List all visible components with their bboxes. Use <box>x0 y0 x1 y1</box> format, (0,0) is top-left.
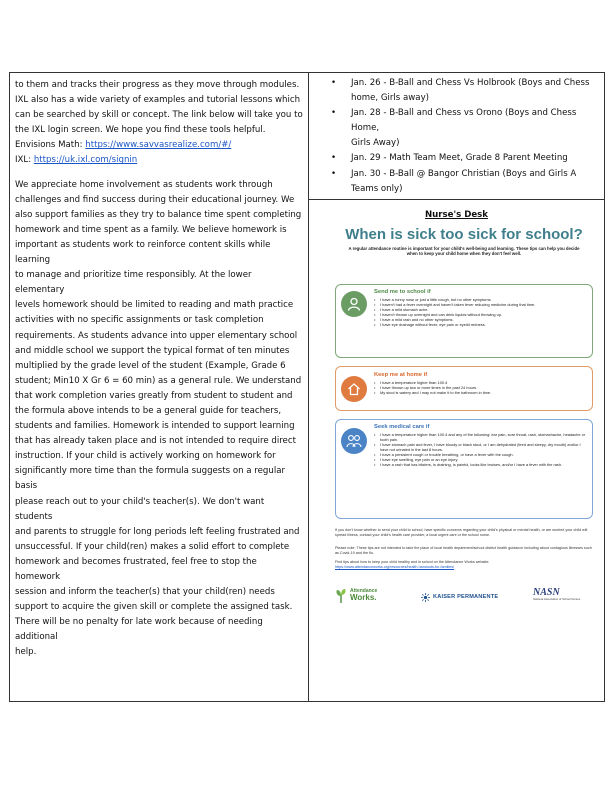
text-line: IXL also has a wide variety of examples and tutorial lessons which <box>15 95 301 106</box>
send-to-school-panel <box>335 284 593 358</box>
text-line: instruction. If your child is actively working on homework for <box>15 451 276 462</box>
house-icon <box>341 376 367 402</box>
text-line: help. <box>15 647 37 658</box>
text-line: student; Min10 X Gr 6 = 60 min) as a general rule. We understand <box>15 375 302 386</box>
panel-body <box>374 289 588 328</box>
panel-title: Keep me at home if <box>374 371 428 378</box>
panel-item: • I have a mild stomach ache. <box>374 307 588 312</box>
panel-item: • I haven't had a fever overnight and haven't taken fever reducing medicine during that time. <box>374 302 588 307</box>
panel-item: • I have a rash that has blisters, is draining, is painful, looks like bruises, and/or I have a fever with the rash. <box>374 462 588 467</box>
envisions-label: Envisions Math: <box>15 140 86 151</box>
text-line: to manage and prioritize time responsibly. At the lower elementary <box>15 270 252 296</box>
intro-paragraph <box>15 78 303 169</box>
events-schedule <box>309 72 604 197</box>
schedule-line: • Jan. 28 - B-Ball and Chess vs Orono (Boys and Chess Home, <box>351 108 577 134</box>
text-line: also support families as they try to balance time spent completing <box>15 209 302 220</box>
keep-home-panel <box>335 366 593 411</box>
section-divider <box>309 199 604 200</box>
footnote-website <box>335 560 593 570</box>
envisions-line <box>15 138 303 153</box>
footnote-contact: If you don't know whether to send your child to school, have specific concerns regarding your child's physical or mental health, or are worried your child will spread illness, contact your child's health care provider, a local urgent care or the school nurse. <box>335 527 588 537</box>
panel-item: • I have eye drainage without fever, eye pain or eyelid redness. <box>374 322 588 327</box>
footnote-disclaimer: Please note: These tips are not intended to take the place of local health department/school district health guidance including about contagious illnesses such as Covid-19 and the flu. <box>335 545 592 555</box>
seek-medical-care-panel <box>335 419 593 519</box>
text-line: requirements. As students advance into upper elementary school <box>15 330 298 341</box>
person-icon <box>341 291 367 317</box>
panel-item: • I have a temperature higher than 100.4 and any of the following: ear pain, sore throat, rash, stomachache, headache or tooth pain. <box>374 432 588 442</box>
ixl-line <box>15 153 303 168</box>
text-line: unsuccessful. If your child(ren) makes a solid effort to complete <box>15 541 290 552</box>
text-line: levels homework should be limited to reading and math practice <box>15 300 294 311</box>
text-line: and middle school we support the typical format of ten minutes <box>15 345 290 356</box>
text-line: the IXL login screen. We hope you find these tools helpful. <box>15 125 266 136</box>
attendance-works-line2: Works. <box>350 593 377 603</box>
text-line: activities with no specific assignments or task completion <box>15 315 264 326</box>
text-line: to them and tracks their progress as they move through modules. <box>15 80 300 90</box>
panel-title: Send me to school if <box>374 288 431 295</box>
schedule-item <box>331 106 598 151</box>
attendance-works-line1: Attendance <box>350 588 378 595</box>
footnote-website-text: Find tips about how to keep your child healthy and in school on the Attendance Works website: <box>335 559 490 564</box>
text-line: There will be no penalty for late work because of needing additional <box>15 617 263 643</box>
text-line: and parents to struggle for long periods left feeling frustrated and <box>15 526 300 537</box>
right-column <box>309 72 604 611</box>
sprout-icon <box>335 588 347 604</box>
schedule-item <box>331 167 598 197</box>
text-line: can be searched by skill or concept. The link below will take you to <box>15 110 303 121</box>
schedule-item <box>331 76 598 106</box>
panel-title: Seek medical care if <box>374 423 430 430</box>
text-line: session and inform the teacher(s) that your child(ren) needs <box>15 587 275 598</box>
text-line: support to acquire the given skill or complete the assigned task. <box>15 602 293 613</box>
nurse-desk-heading: Nurse's Desk <box>424 209 489 220</box>
panel-item: • I have a runny nose or just a little cough, but no other symptoms. <box>374 297 588 302</box>
schedule-line: • Jan. 26 - B-Ball and Chess Vs Holbrook (Boys and Chess <box>351 78 590 88</box>
schedule-line: Girls Away) <box>351 138 400 149</box>
panel-item: • I haven't thrown up overnight and can drink liquids without throwing up. <box>374 312 588 317</box>
ixl-label: IXL: <box>15 155 34 166</box>
panel-item: • I have stomach pain and fever, I have bloody or black stool, or I am dehydrated (tired and sleepy, dry mouth) and/or I have not urinated in the last 8 hours. <box>374 442 588 452</box>
nasn-logo <box>533 587 593 601</box>
kp-mark-icon <box>421 593 430 602</box>
text-line: significantly more time than the formula suggests on a regular basis <box>15 466 286 492</box>
schedule-line: Teams only) <box>351 183 403 194</box>
text-line: We appreciate home involvement as students work through <box>15 179 273 190</box>
flyer-title: When is sick too sick for school? <box>345 225 583 243</box>
text-line: the formula above intends to be a general guide for teachers, <box>15 405 282 416</box>
nasn-subtext: National Association of School Nurses <box>533 596 581 601</box>
panel-body <box>374 372 588 395</box>
attendance-works-logo <box>335 588 377 604</box>
kaiser-permanente-logo <box>421 593 498 602</box>
panel-item: • I have a temperature higher than 100.4 <box>374 380 588 385</box>
left-column <box>15 78 303 661</box>
schedule-item <box>331 151 598 166</box>
text-line: important as students work to reinforce content skills while learning <box>15 239 271 266</box>
schedule-line: home, Girls away) <box>351 93 430 104</box>
ixl-link[interactable]: https://uk.ixl.com/signin <box>33 155 138 166</box>
flyer-subtitle: A regular attendance routine is important for your child's well-being and learning. These tips can help you decide when to keep your child home when they don't feel well. <box>348 245 580 257</box>
family-icon <box>341 428 367 454</box>
kaiser-permanente-text: KAISER PERMANENTE <box>433 594 499 601</box>
panel-item: • My stool is watery and I may not make it to the bathroom in time. <box>374 390 588 395</box>
text-line: that work completion varies greatly from student to student and <box>15 390 293 401</box>
panel-item: • I have a persistent cough or trouble breathing, or have a fever with the cough. <box>374 452 588 457</box>
text-line: challenges and find success during their educational journey. We <box>15 194 295 205</box>
text-line: students and families. Homework is intended to support learning <box>15 421 295 432</box>
schedule-line: • Jan. 30 - B-Ball @ Bangor Christian (Boys and Girls A <box>351 168 577 179</box>
panel-item: • I have eye swelling, eye pain or an eye injury. <box>374 457 588 462</box>
sick-guide-flyer <box>333 226 595 611</box>
text-line: multiplied by the grade level of the student (Example, Grade 6 <box>15 360 286 371</box>
panel-item: • I have thrown up two or more times in the past 24 hours. <box>374 385 588 390</box>
nasn-text: NASN <box>533 586 560 598</box>
schedule-line: • Jan. 29 - Math Team Meet, Grade 8 Parent Meeting <box>351 153 568 164</box>
text-line: that has already taken place and is not intended to require direct <box>15 436 296 447</box>
sponsor-logos <box>333 586 595 608</box>
panel-item: • I have a mild rash and no other symptoms. <box>374 317 588 322</box>
homework-paragraph <box>15 178 303 661</box>
text-line: homework and becomes frustrated, feel free to stop the homework <box>15 556 257 582</box>
text-line: homework and time spent as a family. We believe homework is <box>15 224 287 235</box>
attendance-works-link[interactable]: https://www.attendanceworks.org/resources/health-handouts-for-families/ <box>335 564 455 569</box>
panel-body <box>374 424 588 468</box>
envisions-link[interactable]: https://www.savvasrealize.com/#/ <box>85 140 232 151</box>
text-line: please reach out to your child's teacher(s). We don't want students <box>15 496 265 522</box>
